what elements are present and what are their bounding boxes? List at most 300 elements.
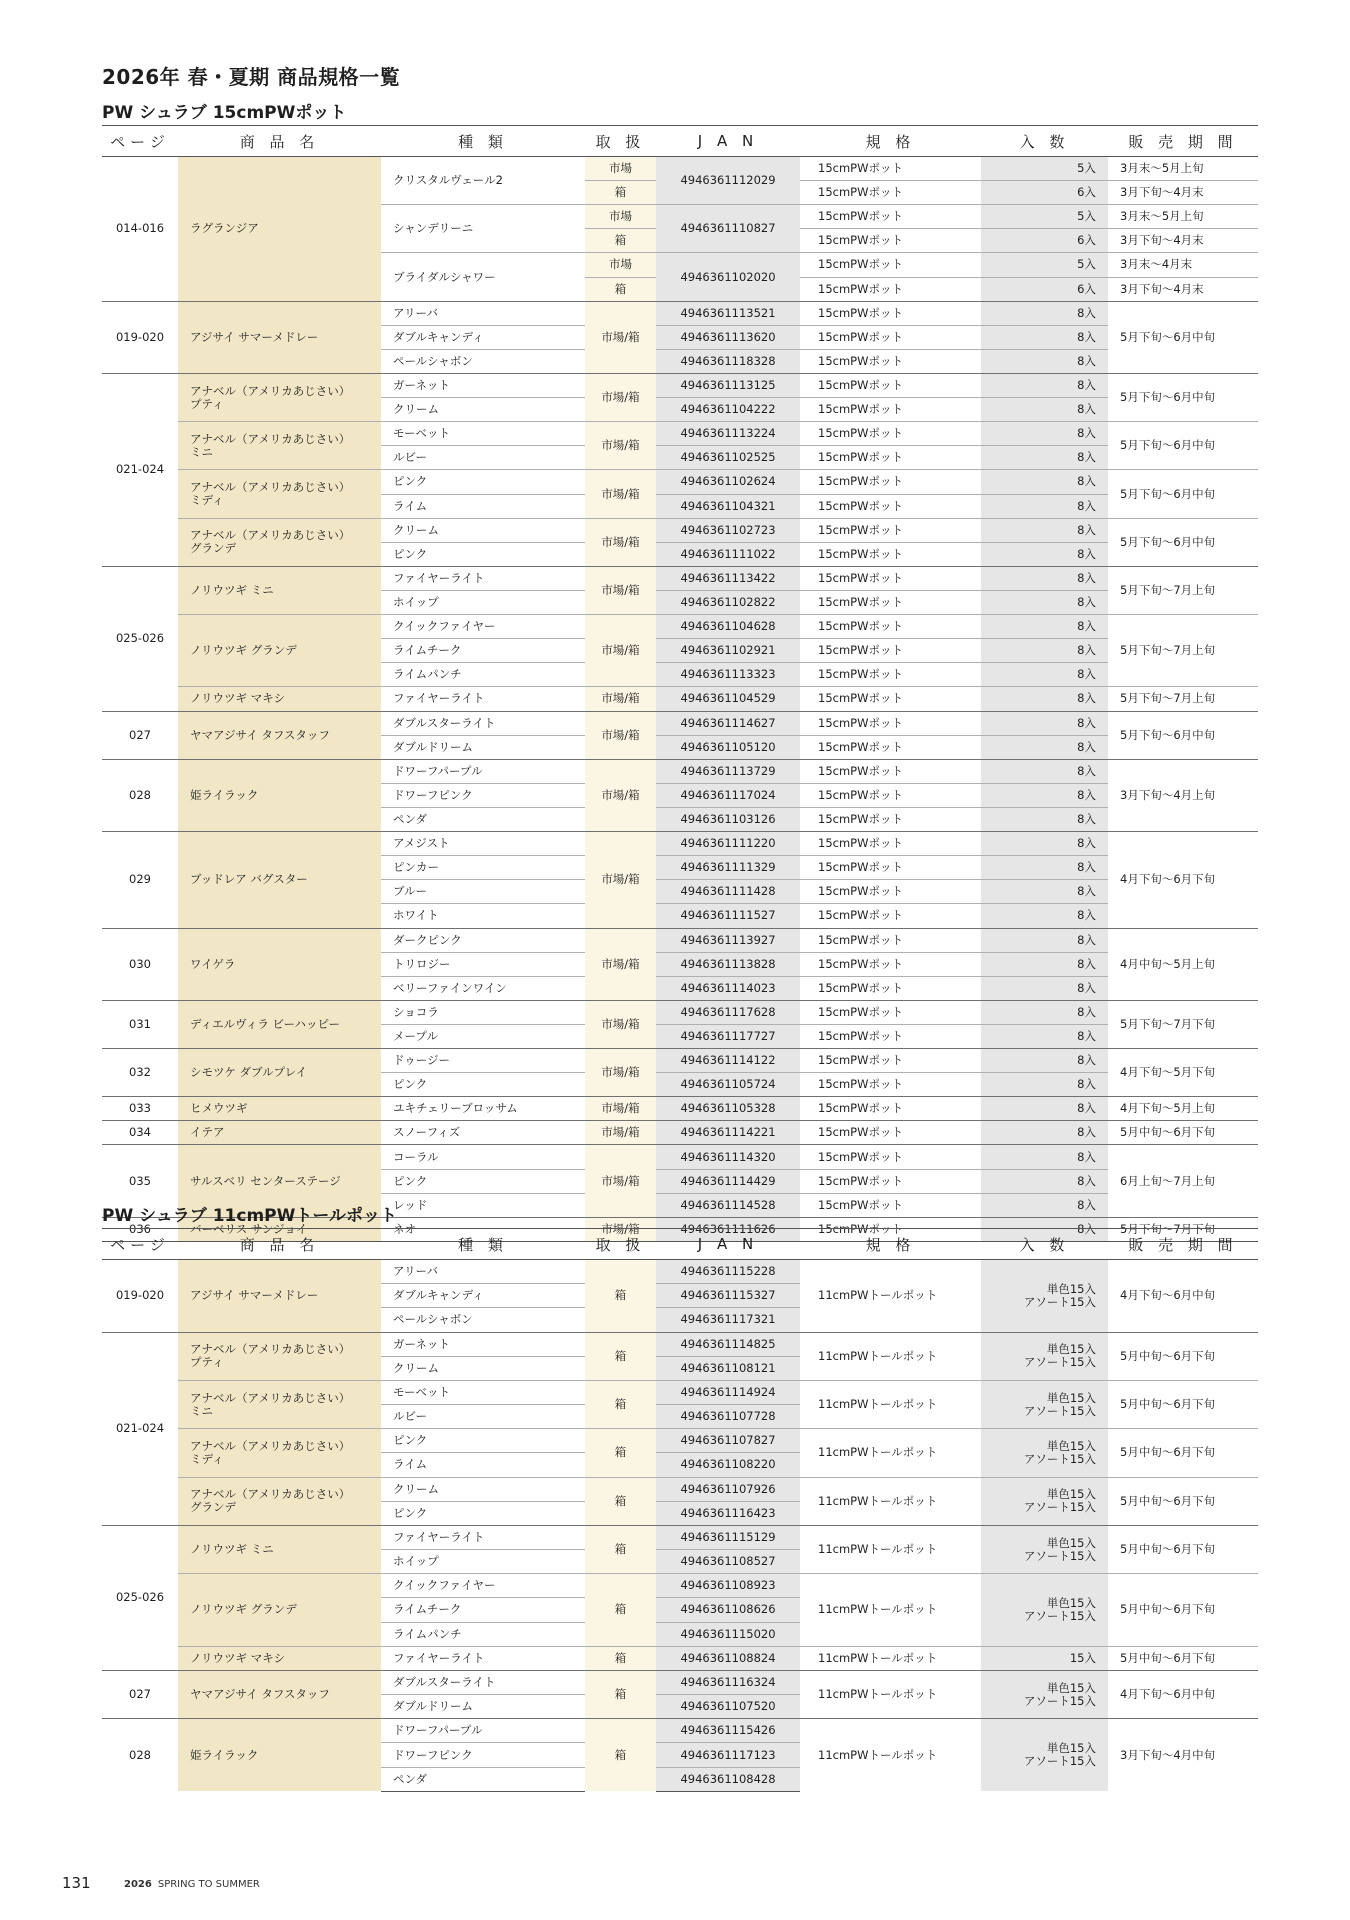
jan-cell: 4946361107520 [656,1695,800,1719]
jan-cell: 4946361105724 [656,1073,800,1097]
product-name-cell: アナベル（アメリカあじさい） ミディ [178,1429,381,1477]
spec-cell: 15cmPWポット [800,373,981,397]
header-handling: 取 扱 [585,126,656,157]
section-title-15cm: PW シュラブ 15cmPWポット [102,103,347,123]
table-row [102,1121,1258,1145]
jan-cell: 4946361102525 [656,446,800,470]
variety-cell: クリーム [381,518,585,542]
variety-cell: ライムパンチ [381,663,585,687]
spec-cell: 15cmPWポット [800,566,981,590]
variety-cell: アリーバ [381,301,585,325]
variety-cell: クリーム [381,1477,585,1501]
quantity-cell: 8入 [981,494,1108,518]
handling-cell: 箱 [585,181,656,205]
variety-cell: ホイップ [381,590,585,614]
sales-period-cell: 5月下旬～6月中旬 [1108,301,1258,373]
page-cell: 021-024 [102,1332,178,1525]
footer-brand [124,1879,260,1890]
quantity-cell: 8入 [981,663,1108,687]
jan-cell: 4946361114023 [656,976,800,1000]
quantity-line: 単色15入 [1046,1680,1096,1695]
variety-cell: ドワーフピンク [381,1743,585,1767]
quantity-cell: 8入 [981,615,1108,639]
quantity-line: アソート15入 [1023,1451,1096,1466]
product-name-cell: ノリウツギ ミニ [178,566,381,614]
jan-cell: 4946361114924 [656,1380,800,1404]
variety-cell: アリーバ [381,1260,585,1284]
spec-cell: 15cmPWポット [800,325,981,349]
header-product-name: 商 品 名 [178,126,381,157]
variety-cell: ネオ [381,1217,585,1241]
page-cell: 036 [102,1217,178,1241]
jan-cell: 4946361115327 [656,1284,800,1308]
jan-cell: 4946361111626 [656,1217,800,1241]
sales-period-cell: 3月下旬～4月中旬 [1108,1719,1258,1792]
quantity-line: アソート15入 [1023,1693,1096,1708]
variety-cell: ドゥージー [381,1049,585,1073]
page-cell: 025-026 [102,566,178,711]
variety-cell: スノーフィズ [381,1121,585,1145]
quantity-cell [981,1574,1108,1647]
header-spec: 規 格 [800,1229,981,1260]
page-cell: 021-024 [102,373,178,566]
table-header-row [102,126,1258,157]
handling-cell: 市場/箱 [585,1145,656,1217]
quantity-cell: 8入 [981,1169,1108,1193]
jan-cell: 4946361111527 [656,904,800,928]
quantity-cell: 8入 [981,759,1108,783]
variety-cell: ベリーファインワイン [381,976,585,1000]
handling-cell: 市場/箱 [585,928,656,1000]
spec-cell: 15cmPWポット [800,253,981,277]
spec-table-11cm [102,1228,1258,1792]
quantity-cell: 8入 [981,711,1108,735]
quantity-cell: 6入 [981,229,1108,253]
product-name-cell: ラグランジア [178,157,381,302]
spec-cell: 15cmPWポット [800,663,981,687]
jan-cell: 4946361104628 [656,615,800,639]
variety-cell: ドワーフピンク [381,783,585,807]
spec-cell: 15cmPWポット [800,590,981,614]
page-cell: 027 [102,711,178,759]
sales-period-cell: 5月中旬～6月下旬 [1108,1525,1258,1573]
jan-cell: 4946361117123 [656,1743,800,1767]
quantity-line: 単色15入 [1046,1595,1096,1610]
spec-cell: 15cmPWポット [800,687,981,711]
handling-cell: 箱 [585,1719,656,1792]
quantity-cell: 8入 [981,422,1108,446]
quantity-cell [981,1260,1108,1333]
jan-cell: 4946361115020 [656,1622,800,1646]
variety-cell: ピンク [381,1073,585,1097]
handling-cell: 箱 [585,1429,656,1477]
jan-cell: 4946361117024 [656,783,800,807]
handling-cell: 市場/箱 [585,518,656,566]
handling-cell: 市場/箱 [585,373,656,421]
table-row [102,1049,1258,1073]
sales-period-cell: 5月下旬～7月上旬 [1108,615,1258,687]
quantity-cell: 8入 [981,1217,1108,1241]
sales-period-cell: 4月中旬～5月上旬 [1108,928,1258,1000]
product-name-cell: ワイゲラ [178,928,381,1000]
table-row [102,759,1258,783]
jan-cell: 4946361102921 [656,639,800,663]
quantity-cell: 6入 [981,277,1108,301]
variety-cell: ペールシャボン [381,349,585,373]
page-cell: 035 [102,1145,178,1217]
variety-cell: ダブルスターライト [381,711,585,735]
variety-cell: ダブルドリーム [381,735,585,759]
variety-cell: ガーネット [381,1332,585,1356]
variety-cell: ピンク [381,1169,585,1193]
quantity-cell: 8入 [981,880,1108,904]
sales-period-cell: 5月中旬～6月下旬 [1108,1332,1258,1380]
sales-period-cell: 5月中旬～6月下旬 [1108,1477,1258,1525]
header-quantity: 入 数 [981,1229,1108,1260]
variety-cell: ドワーフパープル [381,1719,585,1743]
quantity-cell: 8入 [981,1145,1108,1169]
page-cell: 032 [102,1049,178,1097]
spec-cell: 11cmPWトールポット [800,1477,981,1525]
sales-period-cell: 5月下旬～7月上旬 [1108,687,1258,711]
jan-cell: 4946361116423 [656,1501,800,1525]
spec-cell: 15cmPWポット [800,470,981,494]
handling-cell: 市場/箱 [585,1097,656,1121]
sales-period-cell: 5月下旬～6月中旬 [1108,470,1258,518]
table-row [102,1097,1258,1121]
variety-cell: ペンダ [381,1767,585,1791]
variety-cell: ショコラ [381,1000,585,1024]
jan-cell: 4946361105328 [656,1097,800,1121]
quantity-cell [981,1332,1108,1380]
sales-period-cell: 5月中旬～6月下旬 [1108,1646,1258,1670]
table-row [102,928,1258,952]
jan-cell: 4946361103126 [656,807,800,831]
table-row [102,711,1258,735]
quantity-line: 15入 [1069,1650,1096,1665]
variety-cell: ライム [381,1453,585,1477]
variety-cell: モーベット [381,1380,585,1404]
variety-cell: ダブルキャンディ [381,325,585,349]
handling-cell: 箱 [585,229,656,253]
table-row [102,1145,1258,1169]
spec-cell: 15cmPWポット [800,1073,981,1097]
jan-cell: 4946361115228 [656,1260,800,1284]
quantity-cell: 8入 [981,639,1108,663]
spec-cell: 11cmPWトールポット [800,1429,981,1477]
product-name-cell: アジサイ サマーメドレー [178,1260,381,1333]
quantity-line: アソート15入 [1023,1500,1096,1515]
footer-season: SPRING TO SUMMER [157,1879,260,1890]
quantity-line: 単色15入 [1046,1390,1096,1405]
jan-cell: 4946361113828 [656,952,800,976]
variety-cell: ピンク [381,470,585,494]
jan-cell: 4946361102822 [656,590,800,614]
table-header-row [102,1229,1258,1260]
header-variety: 種 類 [381,126,585,157]
spec-cell: 15cmPWポット [800,832,981,856]
handling-cell: 市場/箱 [585,566,656,614]
jan-cell: 4946361102723 [656,518,800,542]
quantity-cell: 8入 [981,1073,1108,1097]
spec-cell: 11cmPWトールポット [800,1646,981,1670]
jan-cell: 4946361108626 [656,1598,800,1622]
spec-cell: 15cmPWポット [800,494,981,518]
variety-cell: ルビー [381,1405,585,1429]
spec-cell: 15cmPWポット [800,181,981,205]
jan-cell: 4946361108220 [656,1453,800,1477]
sales-period-cell: 5月下旬～6月中旬 [1108,518,1258,566]
variety-cell: ダブルスターライト [381,1670,585,1694]
handling-cell: 市場/箱 [585,301,656,373]
sales-period-cell: 5月下旬～6月中旬 [1108,373,1258,421]
jan-cell: 4946361118328 [656,349,800,373]
sales-period-cell: 4月下旬～5月下旬 [1108,1049,1258,1097]
page-cell: 029 [102,832,178,928]
variety-cell: ブルー [381,880,585,904]
header-product-name: 商 品 名 [178,1229,381,1260]
jan-cell: 4946361110827 [656,205,800,253]
variety-cell: ユキチェリーブロッサム [381,1097,585,1121]
variety-cell: シャンデリーニ [381,205,585,253]
jan-cell: 4946361114429 [656,1169,800,1193]
handling-cell: 市場/箱 [585,759,656,831]
variety-cell: ライムチーク [381,639,585,663]
quantity-cell: 8入 [981,687,1108,711]
quantity-cell: 8入 [981,470,1108,494]
quantity-cell [981,1646,1108,1670]
spec-table-15cm [102,125,1258,1242]
sales-period-cell: 3月下旬～4月上旬 [1108,759,1258,831]
quantity-cell: 5入 [981,205,1108,229]
quantity-cell: 5入 [981,253,1108,277]
product-name-cell: アナベル（アメリカあじさい） ミディ [178,470,381,518]
variety-cell: トリロジー [381,952,585,976]
quantity-cell: 8入 [981,373,1108,397]
page-cell: 028 [102,1719,178,1792]
header-variety: 種 類 [381,1229,585,1260]
product-name-cell: アジサイ サマーメドレー [178,301,381,373]
quantity-line: 単色15入 [1046,1281,1096,1296]
spec-cell: 15cmPWポット [800,904,981,928]
quantity-cell: 8入 [981,928,1108,952]
page-cell: 031 [102,1000,178,1048]
page-cell: 014-016 [102,157,178,302]
spec-cell: 15cmPWポット [800,157,981,181]
spec-cell: 15cmPWポット [800,639,981,663]
spec-cell: 11cmPWトールポット [800,1380,981,1428]
variety-cell: コーラル [381,1145,585,1169]
spec-cell: 15cmPWポット [800,952,981,976]
spec-cell: 15cmPWポット [800,1024,981,1048]
sales-period-cell: 3月下旬～4月末 [1108,229,1258,253]
table-row [102,1525,1258,1549]
footer-year: 2026 [124,1879,152,1890]
page-cell: 025-026 [102,1525,178,1670]
spec-cell: 11cmPWトールポット [800,1260,981,1333]
sales-period-cell: 3月末～5月上旬 [1108,157,1258,181]
handling-cell: 箱 [585,1380,656,1428]
quantity-cell [981,1670,1108,1718]
variety-cell: レッド [381,1193,585,1217]
spec-cell: 15cmPWポット [800,422,981,446]
handling-cell: 市場/箱 [585,1049,656,1097]
section-title-11cm: PW シュラブ 11cmPWトールポット [102,1206,398,1226]
spec-cell: 15cmPWポット [800,1169,981,1193]
handling-cell: 箱 [585,1332,656,1380]
sales-period-cell: 5月下旬～7月下旬 [1108,1217,1258,1241]
product-name-cell: ノリウツギ マキシ [178,687,381,711]
variety-cell: メープル [381,1024,585,1048]
quantity-line: 単色15入 [1046,1535,1096,1550]
sales-period-cell: 3月下旬～4月末 [1108,277,1258,301]
quantity-cell: 8入 [981,301,1108,325]
spec-cell: 15cmPWポット [800,807,981,831]
sales-period-cell: 4月下旬～6月中旬 [1108,1260,1258,1333]
variety-cell: ピンカー [381,856,585,880]
quantity-line: アソート15入 [1023,1294,1096,1309]
handling-cell: 箱 [585,277,656,301]
quantity-cell: 8入 [981,566,1108,590]
sales-period-cell: 5月中旬～6月下旬 [1108,1574,1258,1647]
variety-cell: ダブルドリーム [381,1695,585,1719]
handling-cell: 市場/箱 [585,1000,656,1048]
spec-cell: 15cmPWポット [800,229,981,253]
header-spec: 規 格 [800,126,981,157]
spec-cell: 15cmPWポット [800,880,981,904]
quantity-line: 単色15入 [1046,1487,1096,1502]
product-name-cell: ノリウツギ グランデ [178,615,381,687]
quantity-cell: 8入 [981,1024,1108,1048]
table-row [102,1380,1258,1404]
table-row [102,1719,1258,1743]
handling-cell: 箱 [585,1525,656,1573]
jan-cell: 4946361104222 [656,398,800,422]
variety-cell: アメジスト [381,832,585,856]
variety-cell: ガーネット [381,373,585,397]
handling-cell: 箱 [585,1477,656,1525]
quantity-line: アソート15入 [1023,1548,1096,1563]
jan-cell: 4946361114320 [656,1145,800,1169]
variety-cell: ホワイト [381,904,585,928]
spec-cell: 15cmPWポット [800,398,981,422]
header-quantity: 入 数 [981,126,1108,157]
jan-cell: 4946361108121 [656,1356,800,1380]
jan-cell: 4946361117321 [656,1308,800,1332]
table-row [102,1670,1258,1694]
handling-cell: 市場 [585,253,656,277]
spec-cell: 15cmPWポット [800,1121,981,1145]
jan-cell: 4946361113620 [656,325,800,349]
quantity-cell: 8入 [981,735,1108,759]
sales-period-cell: 5月中旬～6月下旬 [1108,1429,1258,1477]
spec-cell: 15cmPWポット [800,1097,981,1121]
quantity-cell: 8入 [981,904,1108,928]
spec-cell: 15cmPWポット [800,615,981,639]
quantity-cell: 8入 [981,832,1108,856]
quantity-line: アソート15入 [1023,1403,1096,1418]
handling-cell: 市場/箱 [585,1121,656,1145]
spec-cell: 11cmPWトールポット [800,1574,981,1647]
sales-period-cell: 4月下旬～6月下旬 [1108,832,1258,928]
jan-cell: 4946361111428 [656,880,800,904]
variety-cell: クイックファイヤー [381,615,585,639]
sales-period-cell: 5月下旬～6月中旬 [1108,422,1258,470]
product-name-cell: アナベル（アメリカあじさい） グランデ [178,518,381,566]
jan-cell: 4946361108527 [656,1550,800,1574]
quantity-cell: 8入 [981,1121,1108,1145]
spec-cell: 15cmPWポット [800,518,981,542]
spec-cell: 15cmPWポット [800,711,981,735]
product-name-cell: ノリウツギ グランデ [178,1574,381,1647]
quantity-cell: 8入 [981,542,1108,566]
product-name-cell: アナベル（アメリカあじさい） プティ [178,1332,381,1380]
sales-period-cell: 3月下旬～4月末 [1108,181,1258,205]
spec-cell: 15cmPWポット [800,205,981,229]
product-name-cell: 姫ライラック [178,759,381,831]
table-row [102,566,1258,590]
variety-cell: ピンク [381,1501,585,1525]
handling-cell: 市場 [585,205,656,229]
quantity-line: アソート15入 [1023,1754,1096,1769]
sales-period-cell: 3月末～4月末 [1108,253,1258,277]
spec-cell: 15cmPWポット [800,349,981,373]
quantity-cell: 8入 [981,952,1108,976]
quantity-cell: 8入 [981,856,1108,880]
page-cell: 030 [102,928,178,1000]
spec-cell: 15cmPWポット [800,1000,981,1024]
spec-cell: 15cmPWポット [800,277,981,301]
product-name-cell: ノリウツギ マキシ [178,1646,381,1670]
table-row [102,1000,1258,1024]
header-page: ページ [102,1229,178,1260]
header-jan: J A N [656,126,800,157]
jan-cell: 4946361117727 [656,1024,800,1048]
product-name-cell: ディエルヴィラ ビーハッピー [178,1000,381,1048]
table-row [102,422,1258,446]
product-name-cell: 姫ライラック [178,1719,381,1792]
spec-cell: 15cmPWポット [800,783,981,807]
handling-cell: 市場/箱 [585,615,656,687]
jan-cell: 4946361112029 [656,157,800,205]
quantity-line: アソート15入 [1023,1355,1096,1370]
handling-cell: 箱 [585,1574,656,1647]
quantity-cell: 8入 [981,349,1108,373]
quantity-cell: 8入 [981,398,1108,422]
variety-cell: クリスタルヴェール2 [381,157,585,205]
header-jan: J A N [656,1229,800,1260]
table-row [102,1477,1258,1501]
quantity-cell: 8入 [981,1097,1108,1121]
jan-cell: 4946361114627 [656,711,800,735]
product-name-cell: アナベル（アメリカあじさい） グランデ [178,1477,381,1525]
product-name-cell: ノリウツギ ミニ [178,1525,381,1573]
jan-cell: 4946361107827 [656,1429,800,1453]
table-row [102,1574,1258,1598]
jan-cell: 4946361113521 [656,301,800,325]
jan-cell: 4946361102624 [656,470,800,494]
table-row [102,518,1258,542]
spec-cell: 15cmPWポット [800,735,981,759]
jan-cell: 4946361102020 [656,253,800,301]
jan-cell: 4946361113323 [656,663,800,687]
spec-cell: 11cmPWトールポット [800,1670,981,1718]
variety-cell: ファイヤーライト [381,566,585,590]
jan-cell: 4946361111329 [656,856,800,880]
handling-cell: 市場 [585,157,656,181]
handling-cell: 市場/箱 [585,687,656,711]
variety-cell: ピンク [381,1429,585,1453]
